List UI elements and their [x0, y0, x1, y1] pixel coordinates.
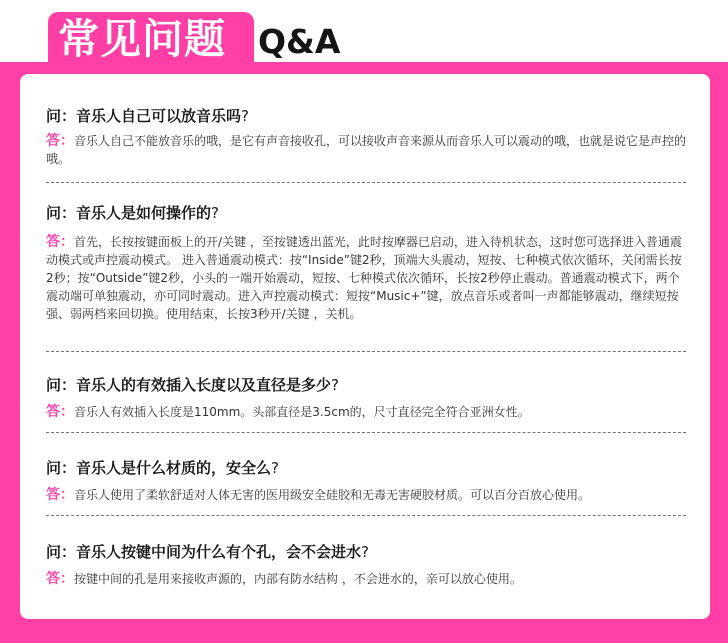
- answer: [46, 403, 688, 421]
- question-mark: ?: [331, 376, 339, 394]
- divider: [46, 351, 686, 352]
- question-text: 音乐人是什么材质的，安全么: [76, 459, 272, 477]
- question-prefix: 问：: [46, 543, 77, 561]
- divider: [46, 515, 686, 516]
- question-mark: ?: [271, 459, 279, 477]
- answer-text: 音乐人使用了柔软舒适对人体无害的医用级安全硅胶和无毒无害硬胶材质。可以百分百放心使用。: [74, 488, 591, 502]
- divider: [46, 182, 686, 183]
- answer-prefix: 答：: [46, 404, 74, 420]
- question-prefix: 问：: [46, 107, 77, 125]
- question-mark: ?: [361, 543, 369, 561]
- question-prefix: 问：: [46, 376, 77, 394]
- page-title: 常见问题: [58, 15, 226, 63]
- answer-prefix: 答：: [46, 487, 74, 503]
- question-text: 音乐人自己可以放音乐吗: [76, 107, 242, 125]
- answer: [46, 570, 688, 588]
- answer: [46, 233, 688, 323]
- question-text: 音乐人按键中间为什么有个孔，会不会进水: [76, 543, 362, 561]
- question-mark: ?: [211, 204, 219, 222]
- answer-text: 音乐人有效插入长度是110mm。头部直径是3.5cm的，尺寸直径完全符合亚洲女性。: [74, 405, 530, 419]
- question-text: 音乐人的有效插入长度以及直径是多少: [76, 376, 332, 394]
- question: [46, 106, 249, 126]
- question: [46, 203, 219, 223]
- question-prefix: 问：: [46, 459, 77, 477]
- question-mark: ?: [241, 107, 249, 125]
- answer-prefix: 答：: [46, 234, 74, 250]
- answer-text: 首先，长按按键面板上的开/关键 ，至按键透出蓝光，此时按摩器已启动，进入待机状态，这时您可选择进入普通震动模式或声控震动模式。 进入普通震动模式：按“Inside”键2秒，顶端大头震动，短按、七种模式依次循环，关闭需长按2秒；按“Outside”键2秒，小头的一端开始震动，短按、七种模式依次循环，长按2秒停止震动。普通震动模式下，两个震动端可单独震动，亦可同时震动。进入声控震动模式：短按“Music+”键，放点音乐或者叫一声都能够震动，继续短按强、弱两档来回切换。使用结束，长按3秒开/关键 ，关机。: [46, 235, 682, 321]
- faq-panel: [20, 74, 710, 619]
- page-title-qa: Q&A: [258, 22, 341, 61]
- answer-prefix: 答：: [46, 571, 74, 587]
- answer: [46, 486, 688, 504]
- question: [46, 542, 369, 562]
- answer-text: 按键中间的孔是用来接收声源的，内部有防水结构 ，不会进水的，亲可以放心使用。: [74, 572, 522, 586]
- answer-text: 音乐人自己不能放音乐的哦，是它有声音接收孔，可以接收声音来源从而音乐人可以震动的哦，也就是说它是声控的哦。: [46, 134, 687, 166]
- answer: [46, 132, 688, 168]
- question: [46, 458, 279, 478]
- question-prefix: 问：: [46, 204, 77, 222]
- divider: [46, 432, 686, 433]
- question: [46, 375, 339, 395]
- answer-prefix: 答：: [46, 133, 74, 149]
- question-text: 音乐人是如何操作的: [76, 204, 212, 222]
